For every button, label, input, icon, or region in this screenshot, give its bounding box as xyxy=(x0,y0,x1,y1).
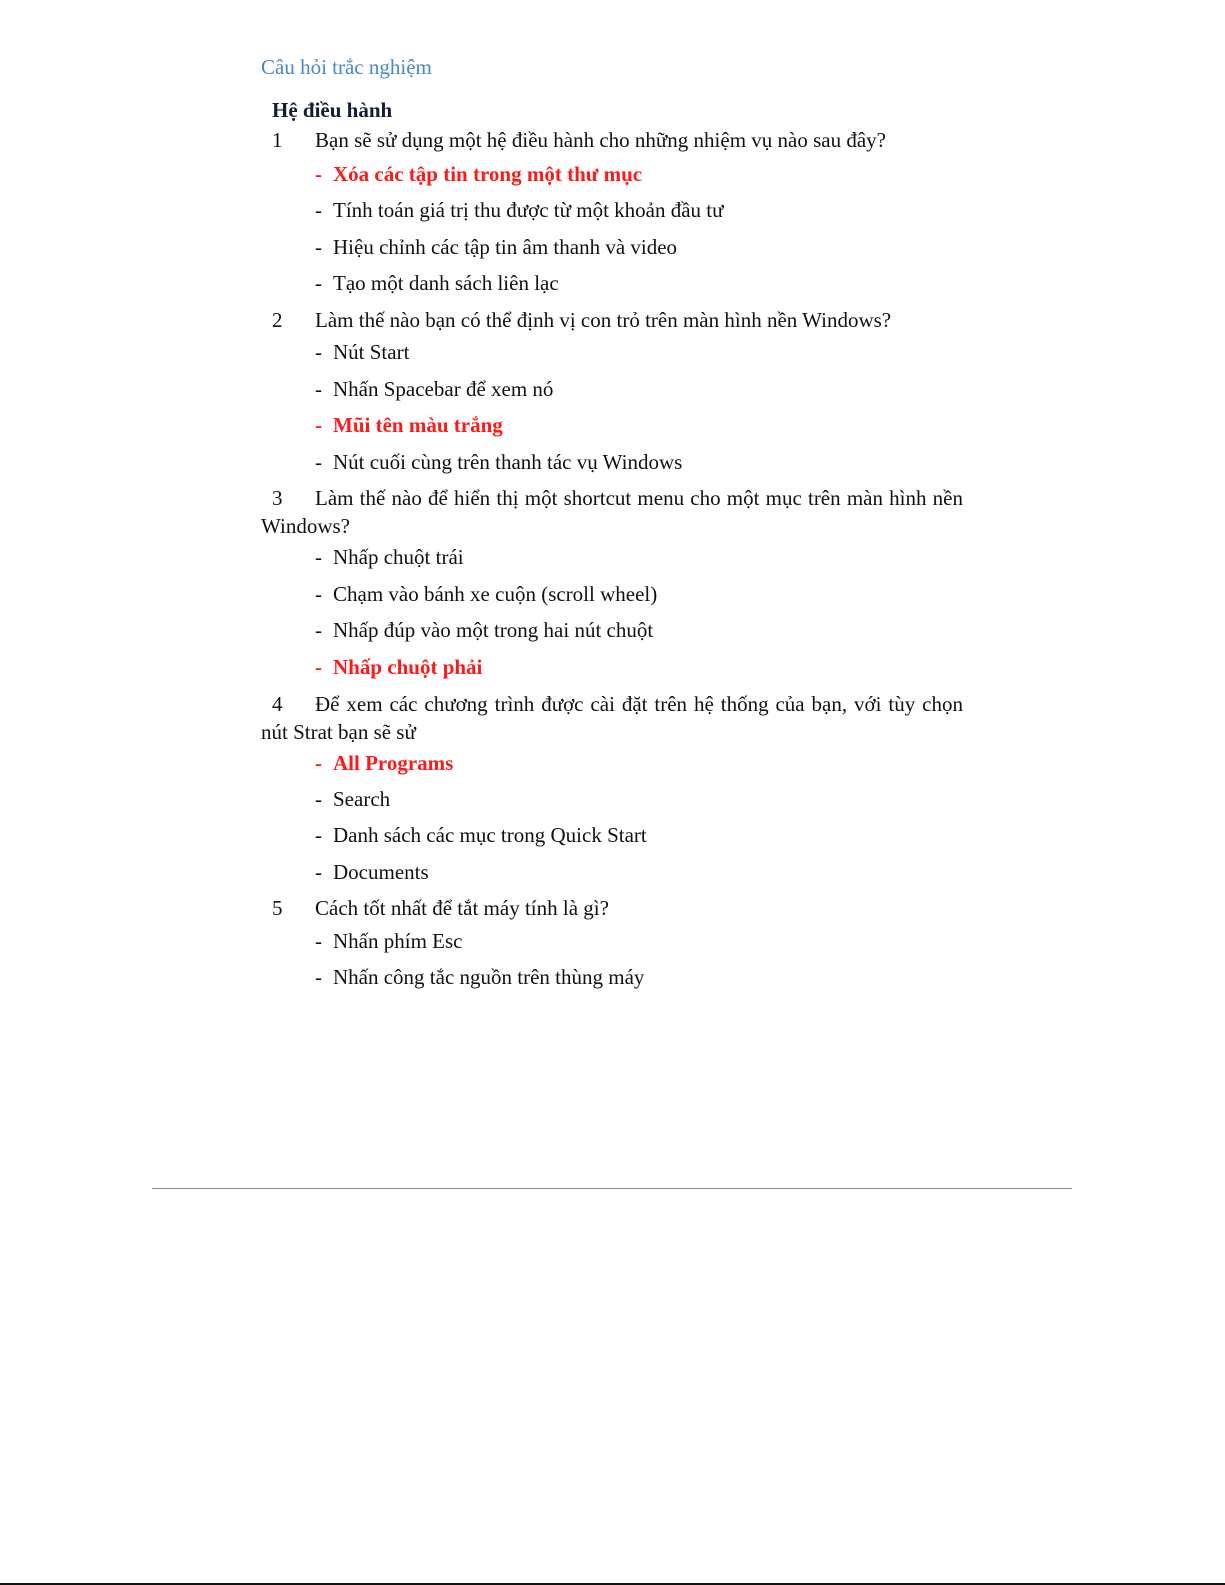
option-text: Search xyxy=(333,787,391,811)
option-text: Tính toán giá trị thu được từ một khoản đầu tư xyxy=(333,198,724,222)
question-text: Để xem các chương trình được cài đặt trên hệ thống của bạn, với tùy chọn nút Strat bạn sẽ sử xyxy=(261,692,963,744)
option-3b xyxy=(315,580,657,608)
question-text: Làm thế nào để hiển thị một shortcut menu cho một mục trên màn hình nền Windows? xyxy=(261,486,963,538)
option-1c xyxy=(315,233,677,261)
option-2b xyxy=(315,375,553,403)
question-number: 5 xyxy=(272,896,283,920)
option-dash: - xyxy=(315,751,322,775)
option-2a xyxy=(315,338,409,366)
option-dash: - xyxy=(315,823,322,847)
option-text: Nhấn công tắc nguồn trên thùng máy xyxy=(333,965,645,989)
option-text: Nhấn Spacebar để xem nó xyxy=(333,377,554,401)
option-text: Mũi tên màu trắng xyxy=(333,413,503,437)
page-title: Câu hỏi trắc nghiệm xyxy=(261,55,432,79)
option-1d xyxy=(315,269,559,297)
option-dash: - xyxy=(315,860,322,884)
option-text: Documents xyxy=(333,860,429,884)
question-number: 1 xyxy=(272,128,283,152)
question-4 xyxy=(261,690,963,746)
option-5b xyxy=(315,963,644,991)
option-text: Danh sách các mục trong Quick Start xyxy=(333,823,647,847)
option-dash: - xyxy=(315,929,322,953)
question-text: Cách tốt nhất để tắt máy tính là gì? xyxy=(315,896,609,920)
option-dash: - xyxy=(315,655,322,679)
option-text: Hiệu chỉnh các tập tin âm thanh và video xyxy=(333,235,678,259)
option-dash: - xyxy=(315,271,322,295)
option-dash: - xyxy=(315,965,322,989)
option-4d xyxy=(315,858,429,886)
option-dash: - xyxy=(315,198,322,222)
option-3d xyxy=(315,653,482,681)
question-3 xyxy=(261,484,963,540)
option-dash: - xyxy=(315,582,322,606)
option-text: Nhấp đúp vào một trong hai nút chuột xyxy=(333,618,654,642)
option-5a xyxy=(315,927,462,955)
option-text: Nút Start xyxy=(333,340,410,364)
option-text: Tạo một danh sách liên lạc xyxy=(333,271,559,295)
option-dash: - xyxy=(315,618,322,642)
question-number: 4 xyxy=(272,692,283,716)
option-text: Nhấn phím Esc xyxy=(333,929,463,953)
option-4a xyxy=(315,749,453,777)
option-3a xyxy=(315,543,464,571)
option-dash: - xyxy=(315,235,322,259)
option-2d xyxy=(315,448,682,476)
option-dash: - xyxy=(315,340,322,364)
option-3c xyxy=(315,616,653,644)
option-2c xyxy=(315,411,503,439)
option-dash: - xyxy=(315,413,322,437)
option-text: All Programs xyxy=(333,751,454,775)
option-text: Nhấp chuột trái xyxy=(333,545,464,569)
option-text: Nút cuối cùng trên thanh tác vụ Windows xyxy=(333,450,683,474)
option-dash: - xyxy=(315,450,322,474)
question-number: 3 xyxy=(272,486,283,510)
option-dash: - xyxy=(315,162,322,186)
section-heading: Hệ điều hành xyxy=(272,98,393,122)
question-text: Bạn sẽ sử dụng một hệ điều hành cho những nhiệm vụ nào sau đây? xyxy=(315,128,886,152)
question-number: 2 xyxy=(272,308,283,332)
option-1b xyxy=(315,196,724,224)
option-dash: - xyxy=(315,545,322,569)
option-4b xyxy=(315,785,390,813)
option-dash: - xyxy=(315,787,322,811)
option-text: Chạm vào bánh xe cuộn (scroll wheel) xyxy=(333,582,658,606)
question-text: Làm thế nào bạn có thể định vị con trỏ trên màn hình nền Windows? xyxy=(315,308,892,332)
option-4c xyxy=(315,821,647,849)
option-text: Xóa các tập tin trong một thư mục xyxy=(333,162,643,186)
option-1a xyxy=(315,160,642,188)
option-text: Nhấp chuột phải xyxy=(333,655,483,679)
option-dash: - xyxy=(315,377,322,401)
page-divider xyxy=(152,1188,1072,1189)
